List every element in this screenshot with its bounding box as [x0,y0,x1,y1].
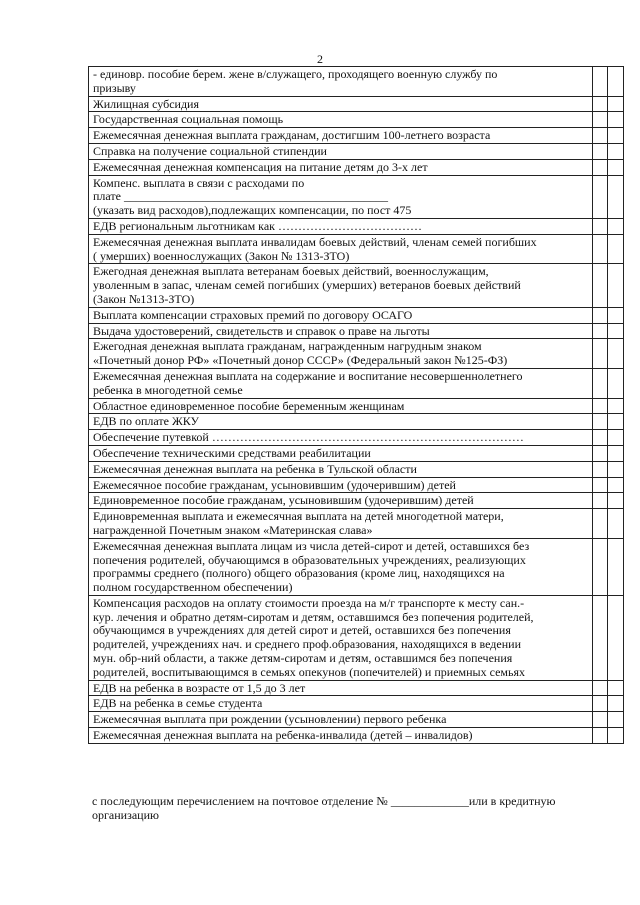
benefit-label-cell [89,175,593,218]
table-row [89,234,624,264]
selection-cell[interactable] [592,728,608,744]
benefit-label-cell [89,96,593,112]
benefit-label-line: ЕДВ региональным льготникам как ……………………………… [93,218,422,233]
benefit-label-cell [89,112,593,128]
benefit-label-line: кур. лечения и обратно детям-сиротам и детям, оставшимся без попечения родителей, [93,609,534,624]
benefit-label-line: ребенка в многодетной семье [93,382,243,397]
benefit-label-cell [89,67,593,97]
page-number: 2 [317,52,323,66]
selection-cell[interactable] [592,398,608,414]
benefit-list-table [88,66,624,744]
notes-cell[interactable] [608,461,624,477]
table-row [89,143,624,159]
table-row [89,112,624,128]
benefit-label-cell [89,307,593,323]
table-row [89,538,624,595]
benefit-label-cell [89,493,593,509]
benefit-label-line: (указать вид расходов),подлежащих компенсации, по пост 475 [93,203,412,218]
table-row [89,477,624,493]
benefit-label-line: - единовр. пособие берем. жене в/служащего, проходящего военную службу по [93,67,498,81]
footer-line-2: организацию [92,808,159,822]
benefit-label-line: Государственная социальная помощь [93,112,284,127]
benefit-label-line: Единовременное пособие гражданам, усыновившим (удочерившим) детей [93,493,474,508]
benefit-label-cell [89,680,593,696]
notes-cell[interactable] [608,264,624,307]
selection-cell[interactable] [592,67,608,97]
benefit-label-line: Ежемесячная денежная компенсация на питание детям до 3-х лет [93,159,428,174]
benefit-label-line: мун. обр-ний области, а также детям-сиротам и детям, оставшимся без попечения [93,651,513,666]
benefit-label-line: призыву [93,80,136,95]
notes-cell[interactable] [608,67,624,97]
benefit-label-line: уволенным в запас, членам семей погибших (умерших) ветеранов боевых действий [93,278,521,293]
selection-cell[interactable] [592,159,608,175]
benefit-label-cell [89,323,593,339]
notes-cell[interactable] [608,112,624,128]
table-row [89,218,624,234]
benefit-label-line: Ежемесячное пособие гражданам, усыновившим (удочерившим) детей [93,477,456,492]
selection-cell[interactable] [592,368,608,398]
benefit-label-line: полном государственном обеспечении) [93,580,293,595]
benefit-label-cell [89,414,593,430]
benefit-label-cell [89,339,593,369]
notes-cell[interactable] [608,445,624,461]
benefit-label-line: Ежегодная денежная выплата ветеранам боевых действий, военнослужащим, [93,264,489,279]
selection-cell[interactable] [592,234,608,264]
benefit-label-line: Областное единовременное пособие беременным женщинам [93,398,405,413]
benefit-label-line: Обеспечение путевкой …………………………………………………………………… [93,430,524,445]
selection-cell[interactable] [592,477,608,493]
table-row [89,414,624,430]
benefit-label-cell [89,159,593,175]
benefit-label-line: Справка на получение социальной стипендии [93,143,327,158]
benefit-label-line: ЕДВ на ребенка в семье студента [93,696,263,711]
selection-cell[interactable] [592,112,608,128]
table-row [89,368,624,398]
benefit-label-line: Обеспечение техническими средствами реабилитации [93,445,371,460]
benefit-label-line: Ежемесячная денежная выплата гражданам, достигшим 100-летнего возраста [93,128,491,143]
notes-cell[interactable] [608,159,624,175]
notes-cell[interactable] [608,128,624,144]
benefit-label-cell [89,509,593,539]
notes-cell[interactable] [608,430,624,446]
notes-cell[interactable] [608,728,624,744]
benefit-label-cell [89,445,593,461]
notes-cell[interactable] [608,493,624,509]
selection-cell[interactable] [592,128,608,144]
notes-cell[interactable] [608,323,624,339]
benefit-label-line: ЕДВ по оплате ЖКУ [93,414,199,429]
table-row [89,159,624,175]
benefit-label-cell [89,595,593,680]
selection-cell[interactable] [592,96,608,112]
selection-cell[interactable] [592,595,608,680]
benefit-label-line: Выдача удостоверений, свидетельств и справок о праве на льготы [93,323,430,338]
benefit-label-line: Ежемесячная выплата при рождении (усыновлении) первого ребенка [93,712,447,727]
selection-cell[interactable] [592,175,608,218]
table-row [89,339,624,369]
table-row [89,728,624,744]
notes-cell[interactable] [608,414,624,430]
benefit-label-line: Ежемесячная денежная выплата на ребенка-инвалида (детей – инвалидов) [93,728,473,743]
notes-cell[interactable] [608,696,624,712]
selection-cell[interactable] [592,509,608,539]
benefit-label-cell [89,398,593,414]
selection-cell[interactable] [592,712,608,728]
footer-line-1: с последующим перечислением на почтовое отделение № _____________или в кредитную [92,794,556,808]
benefit-label-line: программы среднего (полного) общего образования (кроме лиц, находящихся на [93,566,505,581]
benefit-label-line: «Почетный донор РФ» «Почетный донор СССР» (Федеральный закон №125-ФЗ) [93,353,508,368]
table-row [89,493,624,509]
table-row [89,175,624,218]
selection-cell[interactable] [592,218,608,234]
benefit-label-cell [89,368,593,398]
selection-cell[interactable] [592,538,608,595]
benefit-label-cell [89,461,593,477]
table-row [89,307,624,323]
footer-note [92,794,602,822]
selection-cell[interactable] [592,461,608,477]
table-row [89,398,624,414]
notes-cell[interactable] [608,680,624,696]
selection-cell[interactable] [592,445,608,461]
benefit-label-cell [89,696,593,712]
notes-cell[interactable] [608,712,624,728]
benefit-label-line: Компенс. выплата в связи с расходами по [93,175,305,190]
table-row [89,595,624,680]
benefit-label-line: родителей, воспитывающимся в семьях опекунов (попечителей) и приемных семьях [93,664,525,679]
table-row [89,445,624,461]
table-row [89,323,624,339]
selection-cell[interactable] [592,323,608,339]
notes-cell[interactable] [608,339,624,369]
selection-cell[interactable] [592,680,608,696]
notes-cell[interactable] [608,509,624,539]
selection-cell[interactable] [592,696,608,712]
notes-cell[interactable] [608,477,624,493]
notes-cell[interactable] [608,175,624,218]
selection-cell[interactable] [592,264,608,307]
table-row [89,696,624,712]
table-row [89,264,624,307]
benefit-label-line: попечения родителей, обучающимся в образовательных учреждениях, реализующих [93,552,526,567]
table-row [89,96,624,112]
benefit-label-cell [89,712,593,728]
notes-cell[interactable] [608,96,624,112]
benefit-label-cell [89,430,593,446]
benefit-label-cell [89,538,593,595]
selection-cell[interactable] [592,339,608,369]
notes-cell[interactable] [608,143,624,159]
notes-cell[interactable] [608,538,624,595]
benefit-label-cell [89,218,593,234]
table-row [89,128,624,144]
benefit-label-cell [89,234,593,264]
notes-cell[interactable] [608,398,624,414]
selection-cell[interactable] [592,493,608,509]
benefit-label-cell [89,477,593,493]
benefit-label-line: Жилищная субсидия [93,96,200,111]
benefit-label-cell [89,264,593,307]
benefit-label-line: обучающимся в учреждениях для детей сирот и детей, оставшихся без попечения [93,623,511,638]
benefit-label-line: плате ____________________________________________ [93,189,388,204]
benefit-label-line: награжденной Почетным знаком «Материнская слава» [93,522,373,537]
benefit-label-cell [89,128,593,144]
benefit-label-line: Ежемесячная денежная выплата инвалидам боевых действий, членам семей погибших [93,234,537,249]
table-row [89,712,624,728]
table-row [89,461,624,477]
benefit-label-line: ЕДВ на ребенка в возрасте от 1,5 до 3 лет [93,680,306,695]
benefit-label-line: Единовременная выплата и ежемесячная выплата на детей многодетной матери, [93,509,504,524]
benefit-label-line: (Закон №1313-ЗТО) [93,291,195,306]
benefit-label-line: ( умерших) военнослужащих (Закон № 1313-ЗТО) [93,248,350,263]
benefit-label-line: Ежегодная денежная выплата гражданам, награжденным нагрудным знаком [93,339,482,354]
benefit-label-line: родителей, учреждениях нач. и среднего проф.образования, находящихся в ведении [93,637,521,652]
benefit-label-line: Ежемесячная денежная выплата лицам из числа детей-сирот и детей, оставшихся без [93,538,530,553]
benefit-label-line: Выплата компенсации страховых премий по договору ОСАГО [93,307,413,322]
notes-cell[interactable] [608,595,624,680]
benefit-label-cell [89,728,593,744]
table-row [89,67,624,97]
notes-cell[interactable] [608,218,624,234]
table-row [89,680,624,696]
selection-cell[interactable] [592,414,608,430]
notes-cell[interactable] [608,234,624,264]
benefit-label-line: Компенсация расходов на оплату стоимости проезда на м/г транспорте к месту сан.- [93,595,525,610]
selection-cell[interactable] [592,143,608,159]
benefit-label-line: Ежемесячная денежная выплата на ребенка в Тульской области [93,461,417,476]
selection-cell[interactable] [592,430,608,446]
selection-cell[interactable] [592,307,608,323]
benefit-label-line: Ежемесячная денежная выплата на содержание и воспитание несовершеннолетнего [93,368,523,383]
notes-cell[interactable] [608,368,624,398]
table-row [89,509,624,539]
benefit-label-cell [89,143,593,159]
table-row [89,430,624,446]
notes-cell[interactable] [608,307,624,323]
